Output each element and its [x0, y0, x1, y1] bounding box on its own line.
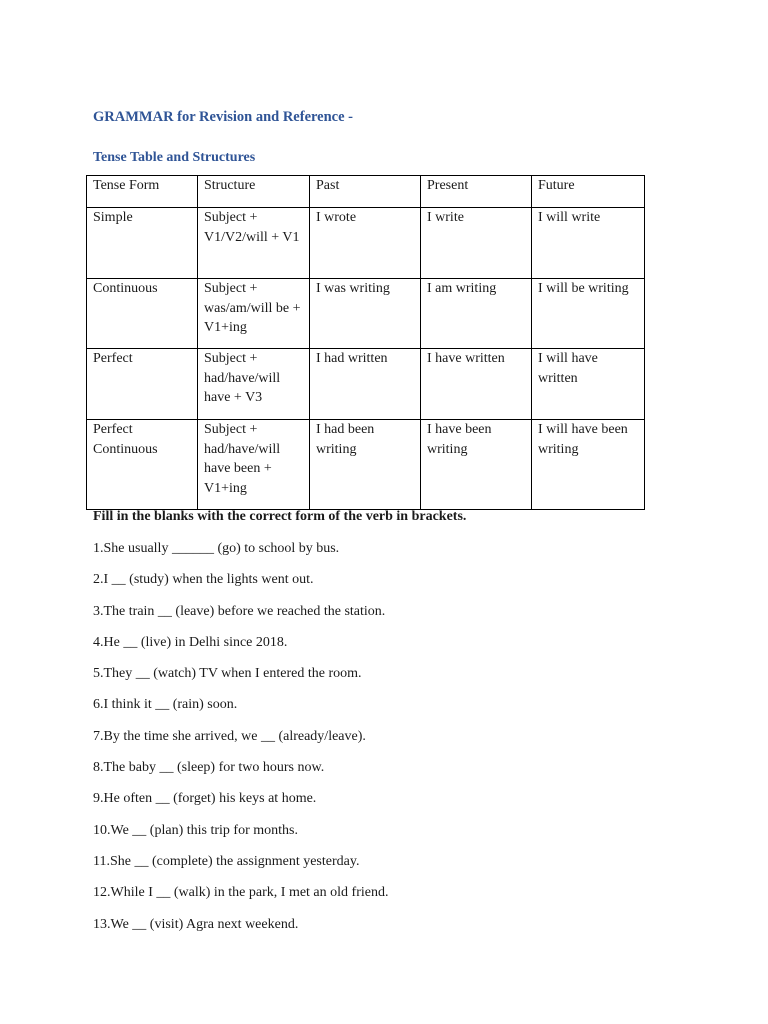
header-future: Future: [532, 176, 645, 208]
table-cell: I have been writing: [421, 420, 532, 510]
table-cell: I will be writing: [532, 279, 645, 349]
header-present: Present: [421, 176, 532, 208]
exercise-item: 9.He often __ (forget) his keys at home.: [93, 791, 317, 807]
table-row: [87, 279, 645, 349]
exercise-item: 2.I __ (study) when the lights went out.: [93, 572, 314, 588]
exercise-item: 11.She __ (complete) the assignment yesterday.: [93, 853, 360, 869]
table-row: [87, 420, 645, 510]
table-cell: I will have written: [532, 349, 645, 420]
tense-table: [86, 175, 645, 510]
exercise-list: [93, 540, 388, 947]
table-cell: I have written: [421, 349, 532, 420]
table-cell: I was writing: [310, 279, 421, 349]
table-cell: Simple: [87, 208, 198, 279]
table-cell: Perfect Continuous: [87, 420, 198, 510]
exercise-instruction: Fill in the blanks with the correct form of the verb in brackets.: [93, 509, 467, 524]
section-title: Tense Table and Structures: [93, 150, 256, 165]
table-cell: I had been writing: [310, 420, 421, 510]
header-structure: Structure: [198, 176, 310, 208]
table-cell: Continuous: [87, 279, 198, 349]
table-cell: Subject + had/have/will have been + V1+ing: [198, 420, 310, 510]
table-cell: I am writing: [421, 279, 532, 349]
exercise-item: 5.They __ (watch) TV when I entered the room.: [93, 666, 362, 682]
document-title: GRAMMAR for Revision and Reference -: [93, 109, 354, 125]
table-row: [87, 349, 645, 420]
table-row: [87, 208, 645, 279]
header-past: Past: [310, 176, 421, 208]
exercise-item: 7.By the time she arrived, we __ (already/leave).: [93, 728, 366, 744]
exercise-item: 12.While I __ (walk) in the park, I met an old friend.: [93, 885, 389, 901]
table-cell: I will write: [532, 208, 645, 279]
table-cell: I had written: [310, 349, 421, 420]
table-cell: Subject + had/have/will have + V3: [198, 349, 310, 420]
table-cell: Perfect: [87, 349, 198, 420]
exercise-item: 8.The baby __ (sleep) for two hours now.: [93, 760, 325, 776]
exercise-item: 13.We __ (visit) Agra next weekend.: [93, 916, 299, 932]
exercise-item: 4.He __ (live) in Delhi since 2018.: [93, 634, 288, 650]
exercise-item: 6.I think it __ (rain) soon.: [93, 697, 238, 713]
exercise-item: 10.We __ (plan) this trip for months.: [93, 822, 298, 838]
table-cell: Subject + V1/V2/will + V1: [198, 208, 310, 279]
table-cell: Subject + was/am/will be + V1+ing: [198, 279, 310, 349]
exercise-item: 1.She usually ______ (go) to school by bus.: [93, 541, 340, 556]
table-cell: I wrote: [310, 208, 421, 279]
table-cell: I write: [421, 208, 532, 279]
exercise-item: 3.The train __ (leave) before we reached the station.: [93, 603, 386, 619]
header-tense-form: Tense Form: [87, 176, 198, 208]
table-cell: I will have been writing: [532, 420, 645, 510]
table-header-row: [87, 176, 645, 208]
